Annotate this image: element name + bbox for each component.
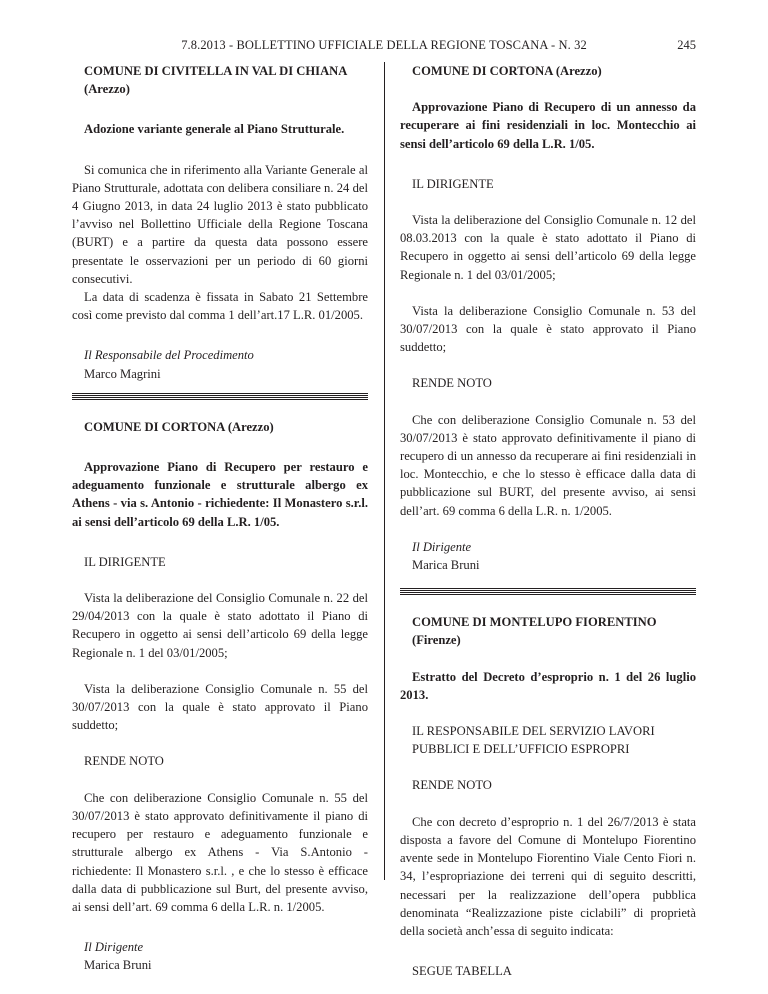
column-divider	[384, 62, 385, 880]
notice-role: PUBBLICI E DELL’UFFICIO ESPROPRI	[412, 742, 630, 757]
section-separator	[72, 393, 368, 400]
signature-name: Marica Bruni	[412, 558, 480, 573]
notice-province: (Firenze)	[412, 633, 461, 648]
notice-subject: Approvazione Piano di Recupero per restauro e adeguamento funzionale e strutturale albergo ex Athens - via s. Antonio - richiedente: Il Monastero s.r.l. ai sensi dell’articolo 69 della L.R. 1/05.	[72, 460, 368, 529]
notice-cortona-montecchio	[400, 62, 696, 574]
signature-role: Il Dirigente	[84, 940, 144, 955]
notice-rende-noto: RENDE NOTO	[412, 376, 492, 391]
section-separator	[400, 588, 696, 595]
notice-paragraph: Si comunica che in riferimento alla Variante Generale al Piano Strutturale, adottata con delibera consiliare n. 24 del 4 Giugno 2013, in data 24 luglio 2013 è stato pubblicato l’avviso nel Bollettino Ufficiale della Regione Toscana (BURT) e a partire da questa data possono essere presentate le osservazioni per un periodo di 60 giorni consecutivi.	[72, 162, 368, 286]
notice-rende-noto: RENDE NOTO	[84, 754, 164, 769]
notice-paragraph: La data di scadenza è fissata in Sabato 21 Settembre così come previsto dal comma 1 dell’art.17 L.R. 01/2005.	[72, 290, 368, 323]
notice-issuer: COMUNE DI MONTELUPO FIORENTINO	[412, 615, 657, 630]
notice-issuer: COMUNE DI CIVITELLA IN VAL DI CHIANA	[84, 64, 348, 78]
notice-cortona-athens	[72, 418, 368, 975]
signature-role: Il Responsabile del Procedimento	[84, 348, 254, 363]
notice-issuer: COMUNE DI CORTONA (Arezzo)	[84, 419, 274, 434]
page-number: 245	[677, 38, 696, 52]
right-column	[400, 62, 696, 980]
notice-paragraph: Che con deliberazione Consiglio Comunale n. 53 del 30/07/2013 è stato approvato definitivamente il piano di recupero di un annesso da recuperare ai fini residenziali in loc. Montecchio, e che lo stesso è efficace dalla data di pubblicazione sul BURT, del presente avviso, ai sensi dell’art. 69 comma 6 della L.R. n. 1/2005.	[400, 412, 696, 518]
notice-subject: Estratto del Decreto d’esproprio n. 1 del 26 luglio 2013.	[400, 669, 696, 702]
notice-role: IL DIRIGENTE	[84, 554, 166, 569]
notice-paragraph: Vista la deliberazione Consiglio Comunale n. 53 del 30/07/2013 con la quale è stato approvato il Piano suddetto;	[400, 303, 696, 355]
notice-subject: Adozione variante generale al Piano Strutturale.	[84, 122, 345, 137]
signature-role: Il Dirigente	[412, 539, 472, 554]
notice-paragraph: Che con deliberazione Consiglio Comunale n. 55 del 30/07/2013 è stato approvato definitivamente il piano di recupero per restauro e adeguamento funzionale e strutturale albergo ex Athens - Via S.Antonio - richiedente: Il Monastero s.r.l. , e che lo stesso è efficace dalla data di pubblicazione sul Burt, del presente avviso, ai sensi dell’art. 69 comma 6 della L.R. n. 1/2005.	[72, 790, 368, 914]
notice-role: IL RESPONSABILE DEL SERVIZIO LAVORI	[412, 724, 655, 739]
notice-role: IL DIRIGENTE	[412, 176, 494, 191]
signature-name: Marica Bruni	[84, 958, 152, 973]
notice-montelupo	[400, 613, 696, 980]
notice-paragraph: Vista la deliberazione Consiglio Comunale n. 55 del 30/07/2013 con la quale è stato approvato il Piano suddetto;	[72, 681, 368, 733]
left-column	[72, 62, 368, 975]
notice-rende-noto: RENDE NOTO	[412, 778, 492, 793]
notice-issuer: COMUNE DI CORTONA (Arezzo)	[412, 64, 602, 78]
notice-province: (Arezzo)	[84, 82, 130, 97]
notice-paragraph: Che con decreto d’esproprio n. 1 del 26/7/2013 è stata disposta a favore del Comune di Montelupo Fiorentino avente sede in Montelupo Fiorentino Viale Cento Fiori n. 34, l’espropriazione dei terreni qui di seguito descritti, necessari per la realizzazione dell’opera pubblica denominata “Realizzazione piste ciclabili” di proprietà della società anch’essa di seguito indicata:	[400, 814, 696, 938]
notice-paragraph: Vista la deliberazione del Consiglio Comunale n. 12 del 08.03.2013 con la quale è stato adottato il Piano di Recupero in oggetto ai sensi dell’articolo 69 della legge Regionale n. 1 del 03/01/2005;	[400, 213, 696, 282]
notice-civitella	[72, 62, 368, 383]
page-header	[72, 38, 696, 58]
signature-name: Marco Magrini	[84, 366, 161, 381]
bulletin-title: 7.8.2013 - BOLLETTINO UFFICIALE DELLA REGIONE TOSCANA - N. 32	[181, 38, 587, 52]
notice-follow-table: SEGUE TABELLA	[412, 964, 512, 979]
notice-subject: Approvazione Piano di Recupero di un annesso da recuperare ai fini residenziali in loc. Montecchio ai sensi dell’articolo 69 della L.R. 1/05.	[400, 100, 696, 151]
notice-paragraph: Vista la deliberazione del Consiglio Comunale n. 22 del 29/04/2013 con la quale è stato adottato il Piano di Recupero in oggetto ai sensi dell’articolo 69 della legge Regionale n. 1 del 03/01/2005;	[72, 591, 368, 660]
